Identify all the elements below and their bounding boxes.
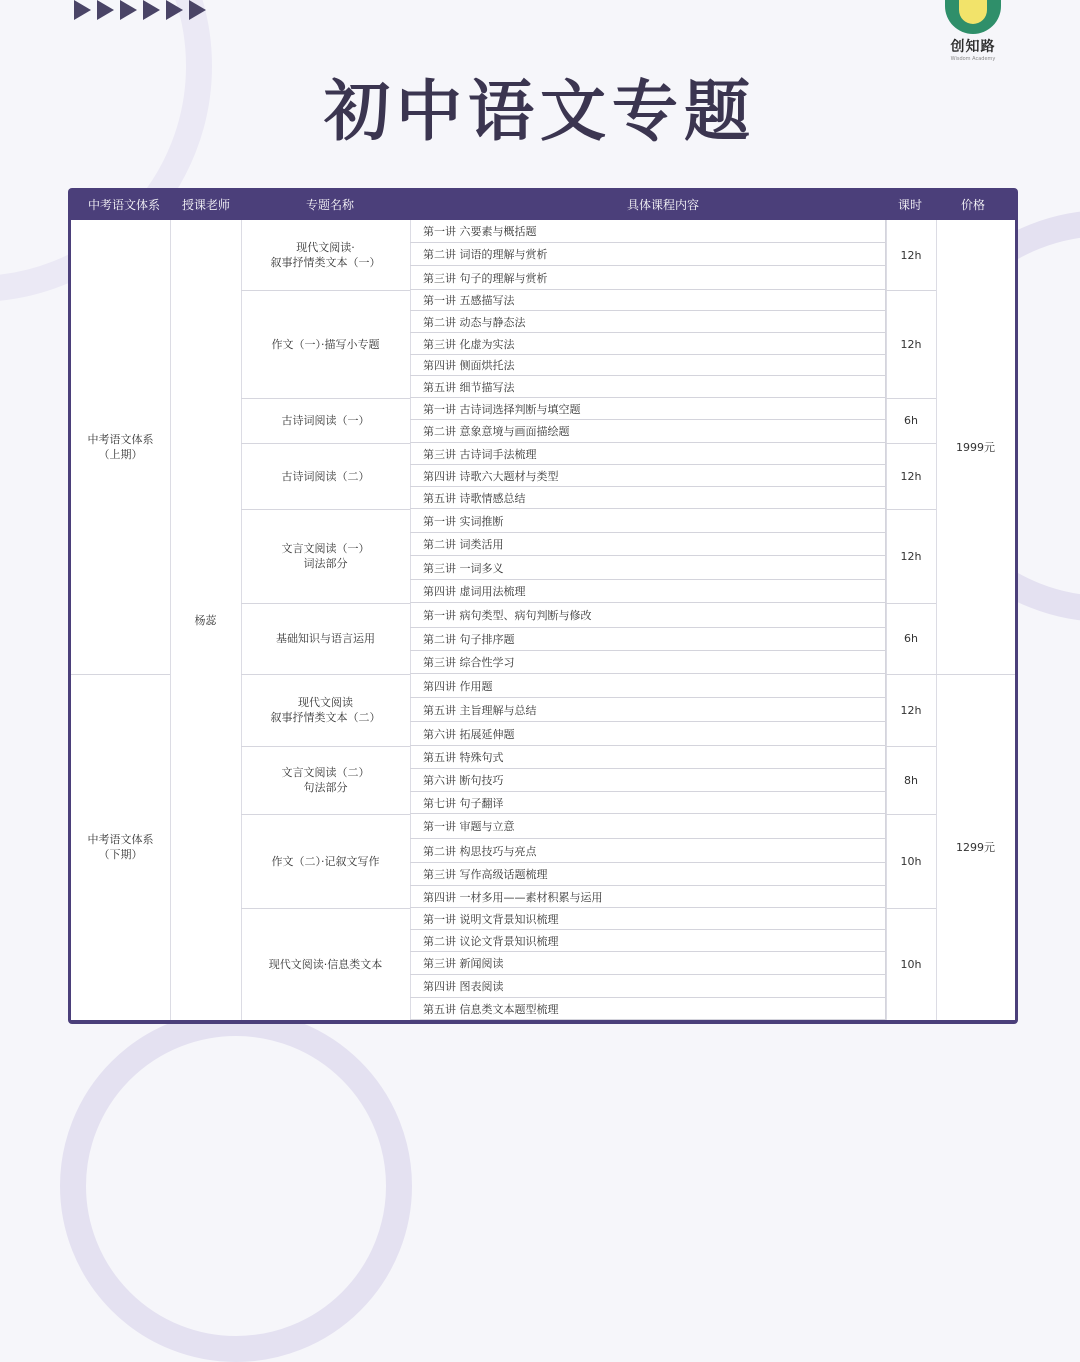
column-header: 价格 [960, 198, 985, 212]
row-divider [936, 674, 1015, 675]
lecture-row: 第一讲 古诗词选择判断与填空题 [410, 398, 886, 420]
lecture-row: 第三讲 写作高级话题梳理 [410, 863, 886, 886]
row-divider [886, 603, 936, 604]
row-divider [241, 814, 410, 815]
topic-name-cell: 作文（二）·记叙文写作 [271, 854, 380, 868]
lecture-row: 第四讲 虚词用法梳理 [410, 580, 886, 603]
lecture-row: 第一讲 六要素与概括题 [410, 220, 886, 243]
row-divider [241, 443, 410, 444]
logo-subtext: Wisdom Academy [950, 56, 996, 62]
row-divider [241, 746, 410, 747]
lecture-row: 第三讲 综合性学习 [410, 651, 886, 674]
lecture-row: 第三讲 句子的理解与赏析 [410, 266, 886, 290]
topic-name-cell: 基础知识与语言运用 [276, 632, 375, 645]
price-cell: 1299元 [956, 840, 995, 854]
course-table [68, 188, 1018, 1024]
hours-cell: 6h [904, 414, 918, 427]
lecture-row: 第二讲 意象意境与画面描绘题 [410, 420, 886, 443]
row-divider [886, 746, 936, 747]
triangle-icon [189, 0, 206, 20]
hours-cell: 10h [900, 957, 922, 971]
brand-logo [938, 0, 1008, 62]
lecture-row: 第五讲 主旨理解与总结 [410, 698, 886, 722]
arrow-decoration [74, 0, 206, 22]
topic-name-cell: 古诗词阅读（二） [281, 469, 370, 483]
bulb-icon [945, 0, 1001, 34]
lecture-row: 第五讲 信息类文本题型梳理 [410, 998, 886, 1020]
logo-text: 创知路 [950, 39, 996, 55]
row-divider [886, 290, 936, 291]
system-cell: 中考语文体系 （上期） [87, 433, 154, 461]
row-divider [71, 674, 170, 675]
topic-name-cell: 现代文阅读· 叙事抒情类文本（一） [270, 241, 381, 269]
lecture-row: 第五讲 特殊句式 [410, 746, 886, 769]
lecture-row: 第三讲 一词多义 [410, 556, 886, 580]
teacher-cell: 杨蕊 [194, 613, 217, 627]
decor-arc [60, 1010, 412, 1362]
row-divider [886, 398, 936, 399]
table-body [71, 220, 1015, 1020]
lecture-row: 第四讲 侧面烘托法 [410, 355, 886, 376]
lecture-row: 第二讲 句子排序题 [410, 628, 886, 651]
triangle-icon [74, 0, 91, 20]
page-title: 初中语文专题 [324, 73, 756, 150]
row-divider [886, 509, 936, 510]
lecture-row: 第二讲 词语的理解与赏析 [410, 243, 886, 266]
topic-name-cell: 古诗词阅读（一） [281, 414, 370, 427]
lecture-row: 第七讲 句子翻译 [410, 792, 886, 814]
lecture-row: 第三讲 新闻阅读 [410, 952, 886, 975]
topic-name-cell: 现代文阅读·信息类文本 [268, 957, 383, 971]
row-divider [241, 398, 410, 399]
row-divider [886, 908, 936, 909]
lecture-row: 第六讲 断句技巧 [410, 769, 886, 792]
hours-cell: 12h [900, 549, 922, 563]
hours-cell: 8h [904, 773, 918, 787]
hours-cell: 12h [900, 703, 922, 717]
triangle-icon [97, 0, 114, 20]
column-header: 中考语文体系 [87, 198, 160, 212]
hours-cell: 12h [900, 337, 922, 351]
topic-name-cell: 文言文阅读（一） 词法部分 [281, 542, 370, 570]
lecture-row: 第二讲 词类活用 [410, 533, 886, 556]
row-divider [241, 290, 410, 291]
lecture-row: 第四讲 一材多用——素材积累与运用 [410, 886, 886, 908]
row-divider [241, 603, 410, 604]
lecture-row: 第五讲 诗歌情感总结 [410, 487, 886, 509]
lecture-row: 第二讲 议论文背景知识梳理 [410, 930, 886, 952]
lecture-row: 第三讲 化虚为实法 [410, 333, 886, 355]
column-header: 课时 [897, 198, 922, 212]
lecture-row: 第一讲 说明文背景知识梳理 [410, 908, 886, 930]
column-header: 授课老师 [181, 198, 230, 212]
lecture-row: 第六讲 拓展延伸题 [410, 722, 886, 746]
row-divider [886, 674, 936, 675]
lecture-row: 第二讲 动态与静态法 [410, 311, 886, 333]
hours-cell: 6h [904, 632, 918, 645]
lecture-row: 第一讲 实词推断 [410, 509, 886, 533]
topic-name-cell: 文言文阅读（二） 句法部分 [281, 766, 370, 794]
triangle-icon [166, 0, 183, 20]
lecture-row: 第四讲 图表阅读 [410, 975, 886, 998]
row-divider [241, 908, 410, 909]
triangle-icon [143, 0, 160, 20]
lecture-row: 第三讲 古诗词手法梳理 [410, 443, 886, 465]
triangle-icon [120, 0, 137, 20]
lecture-row: 第一讲 五感描写法 [410, 290, 886, 311]
lecture-row: 第五讲 细节描写法 [410, 376, 886, 398]
lecture-row: 第二讲 构思技巧与亮点 [410, 839, 886, 863]
row-divider [886, 814, 936, 815]
lecture-row: 第一讲 病句类型、病句判断与修改 [410, 603, 886, 628]
lecture-row: 第一讲 审题与立意 [410, 814, 886, 839]
row-divider [241, 509, 410, 510]
price-cell: 1999元 [956, 440, 995, 454]
topic-name-cell: 作文（一）·描写小专题 [271, 337, 380, 351]
column-header: 具体课程内容 [626, 198, 699, 212]
hours-cell: 10h [900, 854, 922, 868]
row-divider [886, 443, 936, 444]
column-header: 专题名称 [305, 198, 354, 212]
hours-cell: 12h [900, 469, 922, 483]
row-divider [241, 674, 410, 675]
topic-name-cell: 现代文阅读 叙事抒情类文本（二） [270, 696, 381, 724]
hours-cell: 12h [900, 248, 922, 262]
lecture-row: 第四讲 作用题 [410, 674, 886, 698]
system-cell: 中考语文体系 （下期） [87, 833, 154, 861]
lecture-row: 第四讲 诗歌六大题材与类型 [410, 465, 886, 487]
